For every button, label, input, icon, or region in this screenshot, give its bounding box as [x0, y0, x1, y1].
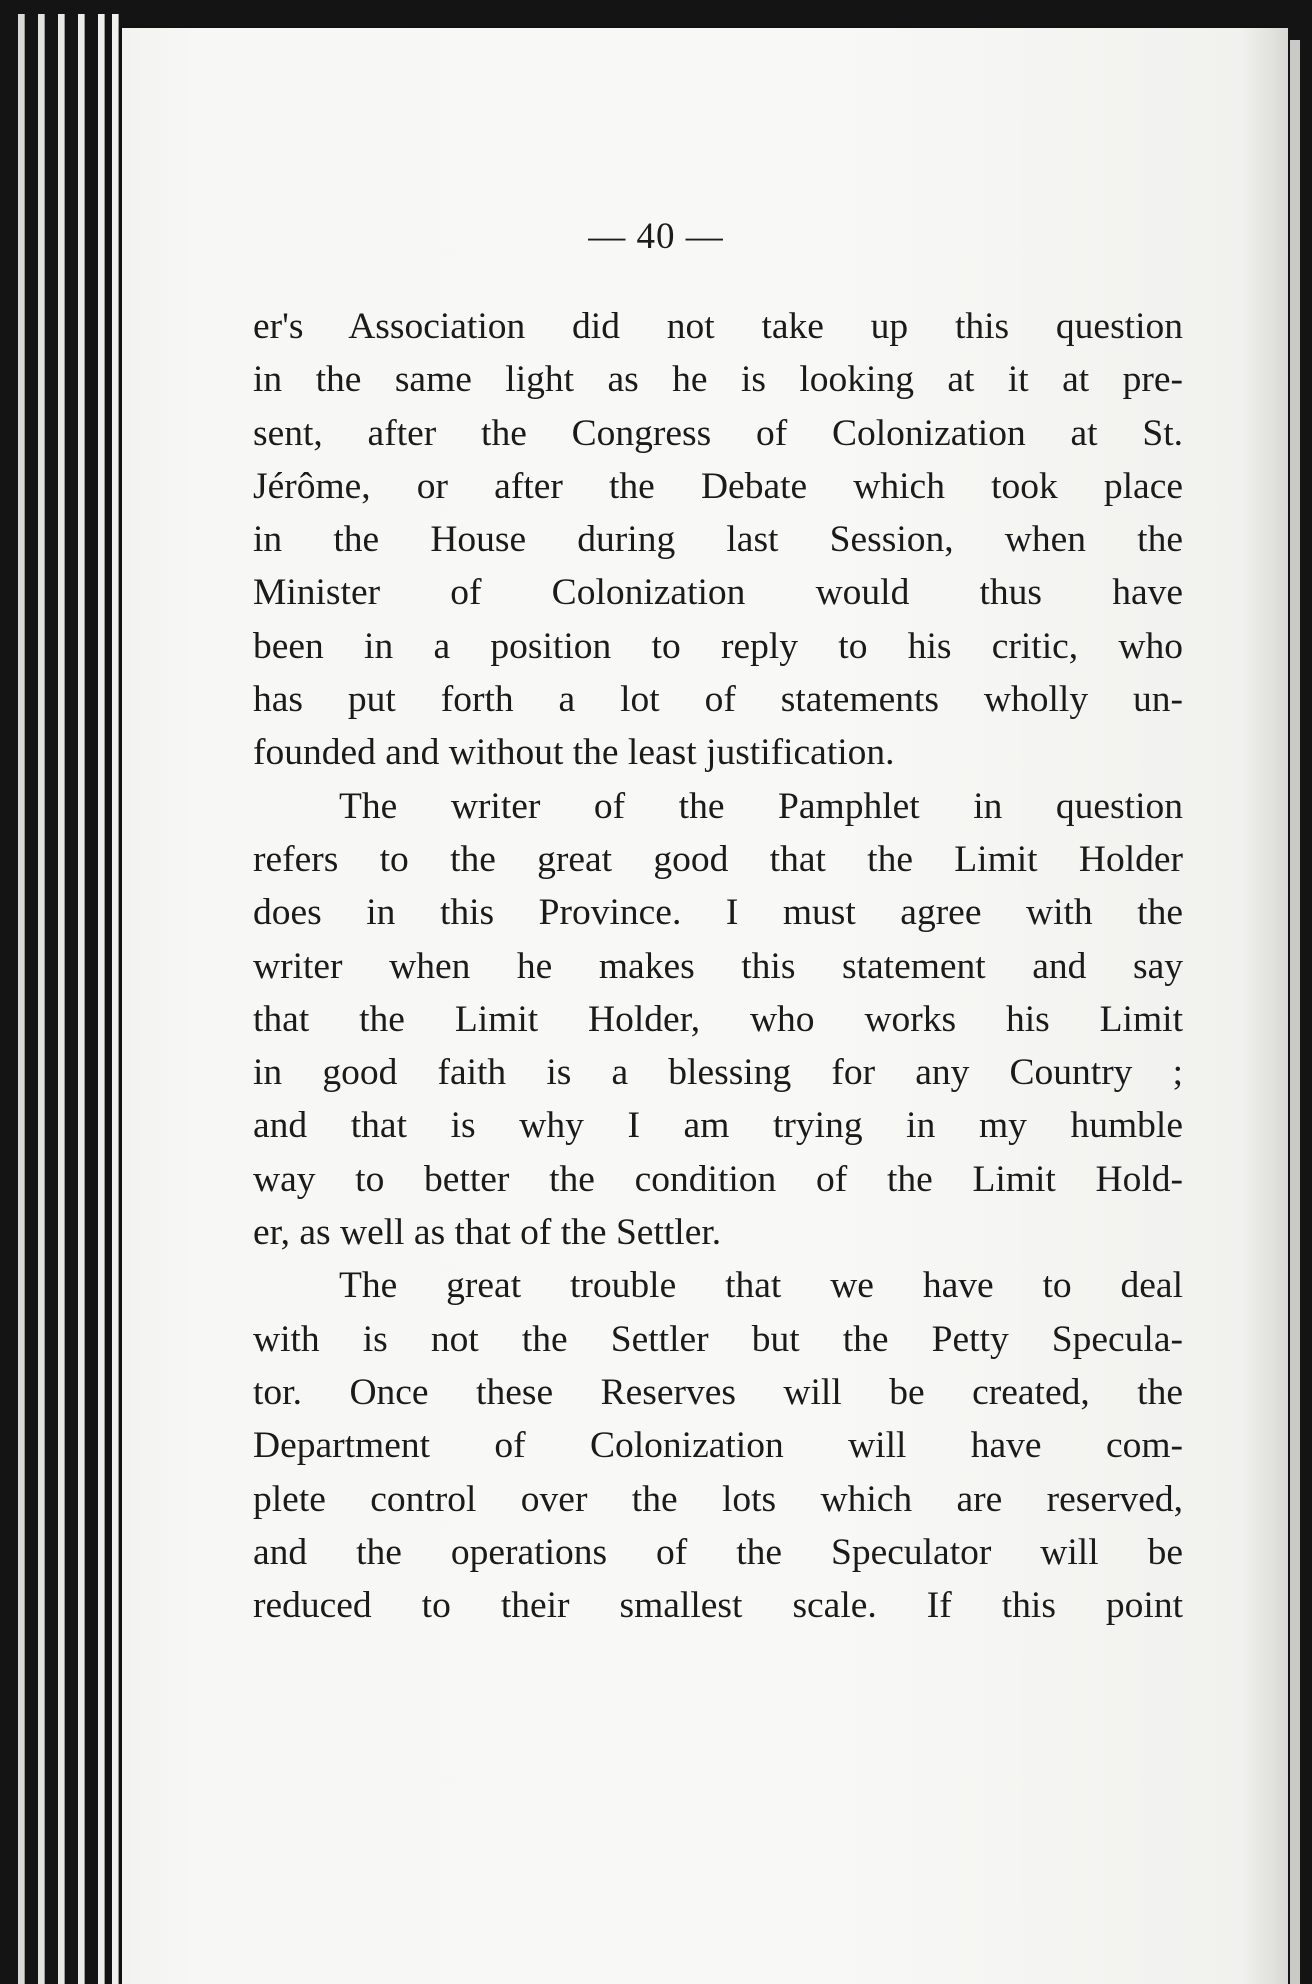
text-line: writer when he makes this statement and say	[253, 945, 1183, 987]
page-stack-edge	[18, 14, 25, 1984]
text-line: er, as well as that of the Settler.	[253, 1212, 722, 1254]
text-line: has put forth a lot of statements wholly un-	[253, 679, 1183, 721]
page-stack-edge	[78, 14, 85, 1984]
page-stack-edge	[98, 14, 105, 1984]
text-line: The great trouble that we have to deal	[339, 1265, 1183, 1307]
page-stack-edge	[38, 14, 45, 1984]
body-text	[253, 300, 1183, 1632]
text-line: in good faith is a blessing for any Country ;	[253, 1052, 1183, 1094]
text-line: and that is why I am trying in my humble	[253, 1105, 1183, 1147]
page-stack-edge	[58, 14, 65, 1984]
page-number: — 40 —	[588, 216, 724, 257]
text-line: Jérôme, or after the Debate which took place	[253, 465, 1183, 507]
text-line: tor. Once these Reserves will be created, the	[253, 1371, 1183, 1413]
text-line: The writer of the Pamphlet in question	[339, 785, 1183, 827]
text-line: refers to the great good that the Limit Holder	[253, 838, 1183, 880]
text-line: with is not the Settler but the Petty Specula-	[253, 1318, 1183, 1360]
page-stack-edge	[112, 14, 119, 1984]
text-line: that the Limit Holder, who works his Limit	[253, 998, 1183, 1040]
text-line: and the operations of the Speculator will be	[253, 1531, 1183, 1573]
text-line: sent, after the Congress of Colonization at St.	[253, 412, 1183, 454]
text-line: in the same light as he is looking at it at pre-	[253, 359, 1183, 401]
text-line: Minister of Colonization would thus have	[253, 572, 1183, 614]
text-line: been in a position to reply to his critic, who	[253, 625, 1183, 667]
text-line: er's Association did not take up this question	[253, 306, 1183, 347]
text-line: in the House during last Session, when the	[253, 519, 1183, 561]
text-line: reduced to their smallest scale. If this point	[253, 1585, 1183, 1627]
page-right-edge	[1290, 40, 1300, 1984]
text-line: Department of Colonization will have com-	[253, 1425, 1183, 1467]
text-line: founded and without the least justification.	[253, 732, 895, 774]
text-line: plete control over the lots which are reserved,	[253, 1478, 1183, 1520]
text-line: way to better the condition of the Limit Hold-	[253, 1158, 1183, 1200]
text-line: does in this Province. I must agree with the	[253, 892, 1183, 934]
